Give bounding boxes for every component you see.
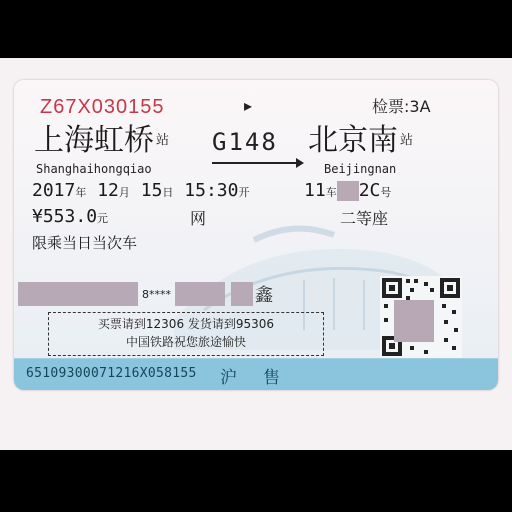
date-day: 15 xyxy=(140,180,163,201)
price-symbol: ¥ xyxy=(32,206,43,227)
redaction-block xyxy=(18,282,138,306)
ticket-serial-number: Z67X030155 xyxy=(40,96,165,118)
validity-note: 限乘当日当次车 xyxy=(32,234,138,252)
notice-line-2: 中国铁路祝您旅途愉快 xyxy=(125,335,246,349)
date-year-unit: 年 xyxy=(75,186,87,199)
direction-arrow-icon xyxy=(212,162,302,164)
ticket-price xyxy=(32,206,108,227)
car-unit: 车 xyxy=(325,186,337,199)
notice-line-1: 买票请到12306 发货请到95306 xyxy=(97,317,275,331)
bottom-ticket-code: 65109300071216X058155 xyxy=(26,366,197,381)
arrow-icon: ▸ xyxy=(244,96,253,115)
region-char-2: 售 xyxy=(263,368,306,388)
departure-station-suffix: 站 xyxy=(156,133,170,148)
price-value: 553.0 xyxy=(42,206,98,227)
redaction-block xyxy=(231,282,253,306)
arrival-station-suffix: 站 xyxy=(400,133,414,148)
bottom-strip xyxy=(14,358,498,390)
redaction-block xyxy=(337,181,359,201)
car-and-seat xyxy=(304,180,391,201)
price-unit: 元 xyxy=(97,212,109,225)
car-number: 11 xyxy=(304,180,326,201)
seat-class: 二等座 xyxy=(340,209,389,228)
departure-time: 15:30 xyxy=(184,180,239,201)
passenger-id-partial: 8**** xyxy=(142,287,171,301)
region-char-1: 沪 xyxy=(220,368,263,388)
seat-unit: 号 xyxy=(380,186,392,199)
date-day-unit: 日 xyxy=(162,186,174,199)
check-gate: 检票:3A xyxy=(372,97,431,116)
departure-time-unit: 开 xyxy=(238,186,250,199)
seat-number: 2C xyxy=(358,180,381,201)
notice-box xyxy=(48,312,324,356)
passenger-id-row xyxy=(18,282,273,306)
passenger-name-partial: 鑫 xyxy=(255,285,273,306)
redaction-block xyxy=(394,300,434,342)
arrival-station-pinyin: Beijingnan xyxy=(324,162,397,176)
train-number: G148 xyxy=(212,128,278,156)
departure-station xyxy=(34,124,169,158)
date-month: 12 xyxy=(97,180,119,201)
arrival-station xyxy=(308,124,413,158)
redaction-block xyxy=(175,282,225,306)
sales-region xyxy=(220,363,306,388)
arrival-station-name: 北京南 xyxy=(308,123,398,158)
date-year: 2017 xyxy=(32,180,76,201)
date-month-unit: 月 xyxy=(118,186,130,199)
train-ticket xyxy=(14,80,498,390)
sales-channel: 网 xyxy=(190,209,207,228)
departure-station-pinyin: Shanghaihongqiao xyxy=(36,162,152,176)
departure-datetime xyxy=(32,180,249,201)
departure-station-name: 上海虹桥 xyxy=(34,123,154,158)
